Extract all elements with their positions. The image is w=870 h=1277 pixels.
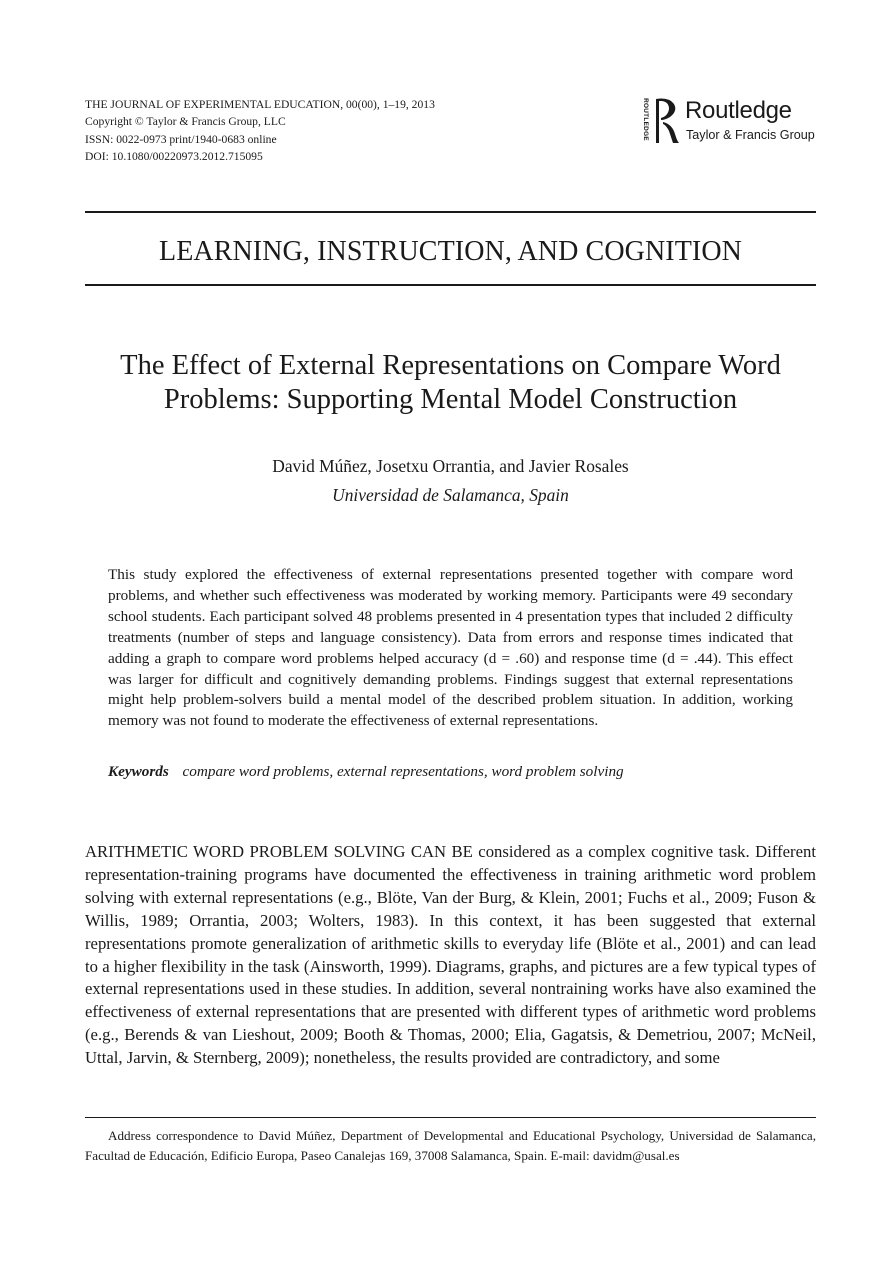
section-heading: LEARNING, INSTRUCTION, AND COGNITION xyxy=(158,236,742,267)
keywords-label: Keywords xyxy=(108,763,169,780)
journal-meta xyxy=(85,96,515,165)
authors: David Múñez, Josetxu Orrantia, and Javier Rosales xyxy=(272,456,629,476)
title-line-2: Problems: Supporting Mental Model Construction xyxy=(163,384,738,415)
logo-subtitle: Taylor & Francis Group xyxy=(686,128,815,142)
section-rule xyxy=(85,284,816,286)
logo-vertical-text: ROUTLEDGE xyxy=(641,98,649,141)
doi-line: DOI: 10.1080/00220973.2012.715095 xyxy=(85,149,263,163)
journal-line: THE JOURNAL OF EXPERIMENTAL EDUCATION, 00(00), 1–19, 2013 xyxy=(85,98,435,111)
routledge-r-icon xyxy=(652,96,680,146)
copyright-line: Copyright © Taylor & Francis Group, LLC xyxy=(85,115,286,129)
logo-name: Routledge xyxy=(685,97,792,124)
issn-line: ISSN: 0022-0973 print/1940-0683 online xyxy=(85,132,277,146)
article-title xyxy=(85,349,816,417)
affiliation: Universidad de Salamanca, Spain xyxy=(332,485,569,505)
body-lead-in: ARITHMETIC WORD PROBLEM SOLVING CAN BE xyxy=(85,842,473,861)
keywords-list: compare word problems, external representations, word problem solving xyxy=(182,763,624,780)
footnote-rule xyxy=(85,1117,816,1118)
top-rule xyxy=(85,211,816,213)
title-line-1: The Effect of External Representations on Compare Word xyxy=(120,350,781,381)
body-text: considered as a complex cognitive task. Different representation-training programs have documented the effectiveness in training arithmetic word problem solving with external representations (e.g., Blöte, Van der Burg, & Klein, 2001; Fuchs et al., 2009; Fuson & Willis, 1989; Orrantia, 2003; Wolters, 1983). In this context, it has been suggested that external representations promote generalization of arithmetic skills to everyday life (Blöte et al., 2001) and can lead to a higher flexibility in the task (Ainsworth, 1999). Diagrams, graphs, and pictures are a few typical types of external representations used in these studies. In addition, several nontraining works have also examined the effectiveness of external representations that are presented with different types of arithmetic word problems (e.g., Berends & van Lieshout, 2009; Booth & Thomas, 2000; Elia, Gagatsis, & Demetriou, 2007; McNeil, Uttal, Jarvin, & Sternberg, 2009); nonetheless, the results provided are contradictory, and some xyxy=(85,842,816,1068)
routledge-logo xyxy=(640,96,830,148)
body-paragraph xyxy=(85,841,816,1070)
abstract: This study explored the effectiveness of external representations presented together with compare word problems, and whether such effectiveness was moderated by working memory. Participants were 49 secondary school students. Each participant solved 48 problems presented in 4 presentation types that included 2 difficulty treatments (number of steps and language consistency). Data from errors and response times indicated that adding a graph to compare word problems helped accuracy (d = .60) and response time (d = .44). This effect was larger for difficult and cognitively demanding problems. Findings suggest that external representations might help problem-solvers build a mental model of the described problem situation. In addition, working memory was not found to moderate the effectiveness of external representations. xyxy=(108,566,793,730)
keywords xyxy=(108,763,793,781)
footnote: Address correspondence to David Múñez, Department of Developmental and Educational Psychology, Universidad de Salamanca, Facultad de Educación, Edificio Europa, Paseo Canalejas 169, 37008 Salamanca, Spain. E-mail: davidm@usal.es xyxy=(85,1128,816,1163)
